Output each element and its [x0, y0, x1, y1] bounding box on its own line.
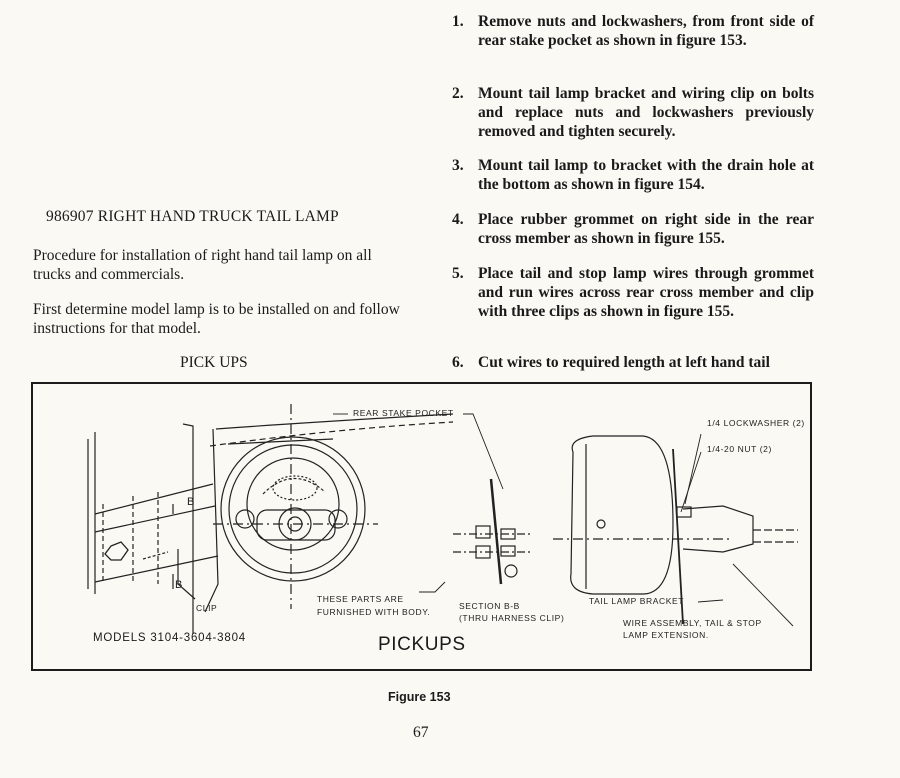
label-b-top: B — [187, 496, 195, 508]
label-wire-1: WIRE ASSEMBLY, TAIL & STOP — [623, 618, 762, 628]
step-text: Cut wires to required length at left hand tail — [478, 354, 770, 371]
subheading-pickups: PICK UPS — [180, 354, 248, 371]
step-text: Place rubber grommet on right side in the rear cross member as shown in figure 155. — [478, 211, 814, 247]
label-clip: CLIP — [196, 603, 218, 613]
figure-153-diagram — [31, 382, 812, 671]
step-1 — [452, 12, 814, 50]
section-title: 986907 RIGHT HAND TRUCK TAIL LAMP — [46, 208, 339, 225]
label-wire-2: LAMP EXTENSION. — [623, 630, 709, 640]
label-parts-furnished-1: THESE PARTS ARE — [317, 594, 404, 604]
step-3 — [452, 156, 814, 194]
label-b-bottom: B — [175, 579, 183, 591]
intro-paragraph: Procedure for installation of right hand tail lamp on all trucks and commercials. — [33, 247, 372, 283]
label-section-2: (THRU HARNESS CLIP) — [459, 613, 565, 623]
step-text: Remove nuts and lockwashers, from front side of rear stake pocket as shown in figure 153. — [478, 13, 814, 49]
tail-lamp-front-view — [213, 404, 378, 609]
section-b-b-view — [453, 479, 533, 584]
step-2 — [452, 84, 814, 141]
step-number: 6. — [452, 354, 464, 371]
label-rear-stake-pocket: REAR STAKE POCKET — [353, 408, 454, 418]
label-nut: 1/4-20 NUT (2) — [707, 444, 772, 454]
label-lockwasher: 1/4 LOCKWASHER (2) — [707, 418, 805, 428]
label-bracket: TAIL LAMP BRACKET — [589, 596, 685, 606]
step-number: 2. — [452, 85, 464, 102]
step-text: Mount tail lamp to bracket with the drain hole at the bottom as shown in figure 154. — [478, 157, 814, 193]
step-6 — [452, 353, 814, 372]
page-number: 67 — [413, 724, 429, 741]
label-section-1: SECTION B-B — [459, 601, 520, 611]
label-parts-furnished-2: FURNISHED WITH BODY. — [317, 607, 431, 617]
step-4 — [452, 210, 814, 248]
models-label: MODELS 3104-3604-3804 — [93, 632, 246, 644]
instruction-paragraph: First determine model lamp is to be installed on and follow instructions for that model. — [33, 301, 400, 337]
step-number: 5. — [452, 265, 464, 282]
step-text: Mount tail lamp bracket and wiring clip on bolts and replace nuts and lockwashers previously removed and tighten securely. — [478, 85, 814, 140]
step-number: 4. — [452, 211, 464, 228]
step-text: Place tail and stop lamp wires through grommet and run wires across rear cross member and clip with three clips as shown in figure 155. — [478, 265, 814, 320]
figure-title-pickups: PICKUPS — [378, 634, 466, 655]
step-5 — [452, 264, 814, 321]
figure-caption: Figure 153 — [388, 690, 451, 704]
step-number: 3. — [452, 157, 464, 174]
step-number: 1. — [452, 13, 464, 30]
